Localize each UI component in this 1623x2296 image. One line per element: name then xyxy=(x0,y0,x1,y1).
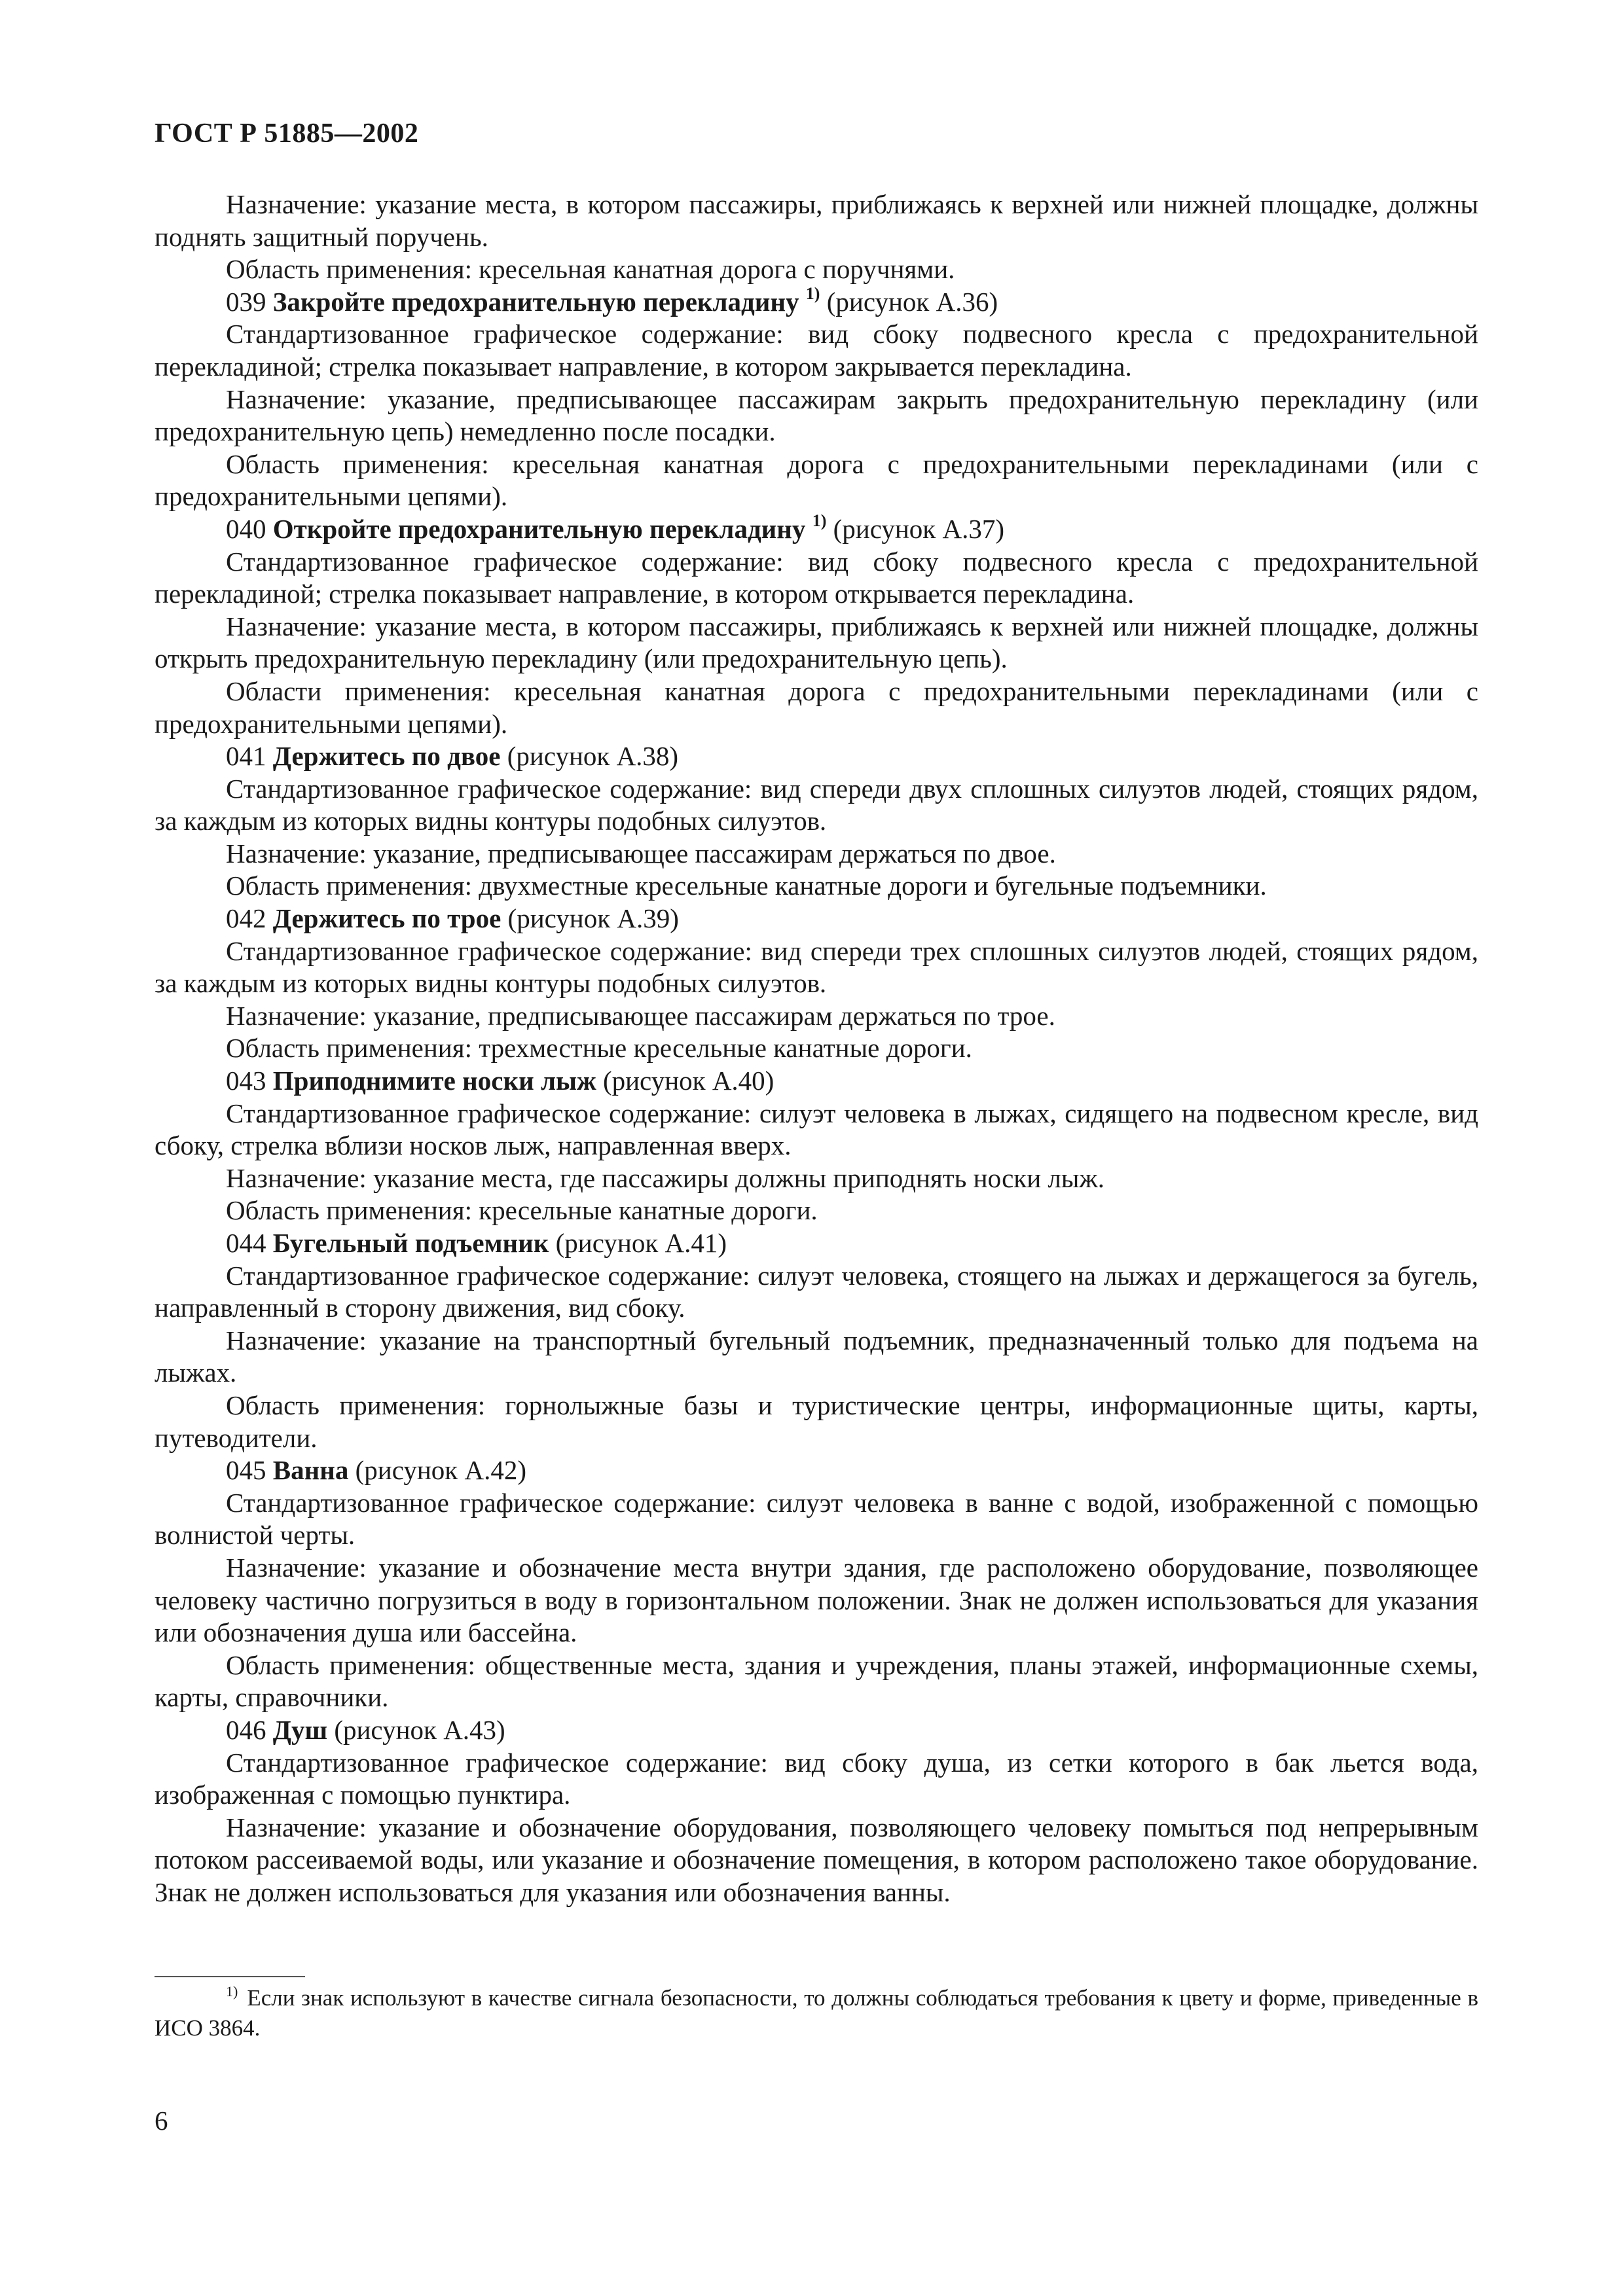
paragraph: Область применения: кресельная канатная дорога с предохранительными перекладинами (или с предохранительными цепями). xyxy=(155,448,1478,512)
figure-reference: (рисунок А.42) xyxy=(355,1455,526,1486)
section-title: Откройте предохранительную перекладину xyxy=(272,513,806,544)
paragraph: Область применения: горнолыжные базы и туристические центры, информационные щиты, карты, путеводители. xyxy=(155,1390,1478,1453)
paragraph: Назначение: указание места, где пассажиры должны приподнять носки лыж. xyxy=(226,1162,1104,1193)
section-heading-041 xyxy=(155,740,1478,773)
section-number: 043 xyxy=(226,1066,266,1096)
section-title: Приподнимите носки лыж xyxy=(272,1066,596,1096)
figure-reference: (рисунок А.39) xyxy=(507,903,679,934)
paragraph: Назначение: указание на транспортный бугельный подъемник, предназначенный только для подъема на лыжах. xyxy=(155,1325,1478,1388)
footnote-marker: 1) xyxy=(805,283,820,303)
section-title: Душ xyxy=(272,1714,328,1745)
paragraph: Стандартизованное графическое содержание: силуэт человека, стоящего на лыжах и держащегося за бугель, направленный в сторону движения, вид сбоку. xyxy=(155,1260,1478,1323)
section-number: 041 xyxy=(226,741,266,772)
section-heading-046 xyxy=(155,1714,1478,1747)
footnote-marker: 1) xyxy=(812,511,827,530)
section-title: Закройте предохранительную перекладину xyxy=(272,286,799,317)
section-heading-039 xyxy=(155,283,1478,319)
figure-reference: (рисунок А.36) xyxy=(826,286,998,317)
section-heading-045 xyxy=(155,1454,1478,1487)
section-number: 040 xyxy=(226,513,266,544)
paragraph: Область применения: кресельные канатные дороги. xyxy=(226,1195,818,1226)
paragraph: Назначение: указание, предписывающее пассажирам держаться по двое. xyxy=(226,838,1056,869)
section-title: Держитесь по трое xyxy=(272,903,501,934)
figure-reference: (рисунок А.43) xyxy=(334,1714,505,1745)
paragraph: Стандартизованное графическое содержание: вид спереди трех сплошных силуэтов людей, стоящих рядом, за каждым из которых видны контуры подобных силуэтов. xyxy=(155,935,1478,999)
paragraph: Назначение: указание места, в котором пассажиры, приближаясь к верхней или нижней площадке, должны открыть предохранительную перекладину (или предохранительную цепь). xyxy=(155,611,1478,674)
paragraph: Назначение: указание, предписывающее пассажирам держаться по трое. xyxy=(226,1000,1055,1031)
paragraph: Назначение: указание, предписывающее пассажирам закрыть предохранительную перекладину (или предохранительную цепь) немедленно после посадки. xyxy=(155,384,1478,447)
section-title: Бугельный подъемник xyxy=(272,1228,549,1258)
footnote-text: Если знак используют в качестве сигнала безопасности, то должны соблюдаться требования к цвету и форме, приведенные в ИСО 3864. xyxy=(155,1985,1478,2041)
paragraph: Стандартизованное графическое содержание: вид сбоку подвесного кресла с предохранительной перекладиной; стрелка показывает направление, в котором закрывается перекладина. xyxy=(155,319,1478,382)
paragraph: Области применения: кресельная канатная дорога с предохранительными перекладинами (или с предохранительными цепями). xyxy=(155,675,1478,739)
page-number: 6 xyxy=(155,2106,168,2136)
paragraph: Стандартизованное графическое содержание: вид спереди двух сплошных силуэтов людей, стоящих рядом, за каждым из которых видны контуры подобных силуэтов. xyxy=(155,773,1478,836)
figure-reference: (рисунок А.41) xyxy=(555,1228,727,1258)
section-number: 046 xyxy=(226,1714,266,1745)
figure-reference: (рисунок А.40) xyxy=(602,1066,775,1096)
section-number: 039 xyxy=(226,286,266,317)
footnote-marker: 1) xyxy=(226,1983,238,2000)
paragraph: Назначение: указание и обозначение места внутри здания, где расположено оборудование, позволяющее человеку частично погрузиться в воду в горизонтальном положении. Знак не должен использоваться для указания или обозначения душа или бассейна. xyxy=(155,1552,1478,1648)
paragraph: Стандартизованное графическое содержание: силуэт человека в ванне с водой, изображенной с помощью волнистой черты. xyxy=(155,1487,1478,1551)
paragraph: Стандартизованное графическое содержание: вид сбоку подвесного кресла с предохранительной перекладиной; стрелка показывает направление, в котором открывается перекладина. xyxy=(155,546,1478,609)
paragraph: Область применения: трехместные кресельные канатные дороги. xyxy=(226,1033,972,1064)
paragraph: Область применения: кресельная канатная дорога с поручнями. xyxy=(226,254,955,285)
section-number: 044 xyxy=(226,1228,266,1258)
paragraph: Назначение: указание и обозначение оборудования, позволяющего человеку помыться под непрерывным потоком рассеиваемой воды, или указание и обозначение помещения, в котором расположено такое оборудование. Знак не должен использоваться для указания или обозначения ванны. xyxy=(155,1812,1478,1907)
figure-reference: (рисунок А.37) xyxy=(833,513,1004,544)
paragraph: Область применения: общественные места, здания и учреждения, планы этажей, информационные схемы, карты, справочники. xyxy=(155,1649,1478,1713)
section-number: 042 xyxy=(226,903,266,934)
section-title: Ванна xyxy=(272,1455,349,1486)
paragraph: Стандартизованное графическое содержание: вид сбоку душа, из сетки которого в бак льется вода, изображенная с помощью пунктира. xyxy=(155,1747,1478,1810)
document-code-header: ГОСТ Р 51885—2002 xyxy=(155,118,419,149)
section-heading-040 xyxy=(155,513,1478,546)
section-heading-044 xyxy=(155,1227,1478,1260)
section-number: 045 xyxy=(226,1455,266,1486)
paragraph: Стандартизованное графическое содержание: силуэт человека в лыжах, сидящего на подвесном кресле, вид сбоку, стрелка вблизи носков лыж, направленная вверх. xyxy=(155,1098,1478,1161)
document-body xyxy=(155,188,1478,1909)
paragraph: Область применения: двухместные кресельные канатные дороги и бугельные подъемники. xyxy=(226,870,1267,901)
section-heading-042 xyxy=(155,903,1478,935)
footnote-divider xyxy=(155,1976,305,1977)
paragraph: Назначение: указание места, в котором пассажиры, приближаясь к верхней или нижней площадке, должны поднять защитный поручень. xyxy=(155,189,1478,252)
section-title: Держитесь по двое xyxy=(272,741,501,772)
figure-reference: (рисунок А.38) xyxy=(507,741,679,772)
footnote xyxy=(155,1983,1478,2043)
section-heading-043 xyxy=(155,1065,1478,1098)
